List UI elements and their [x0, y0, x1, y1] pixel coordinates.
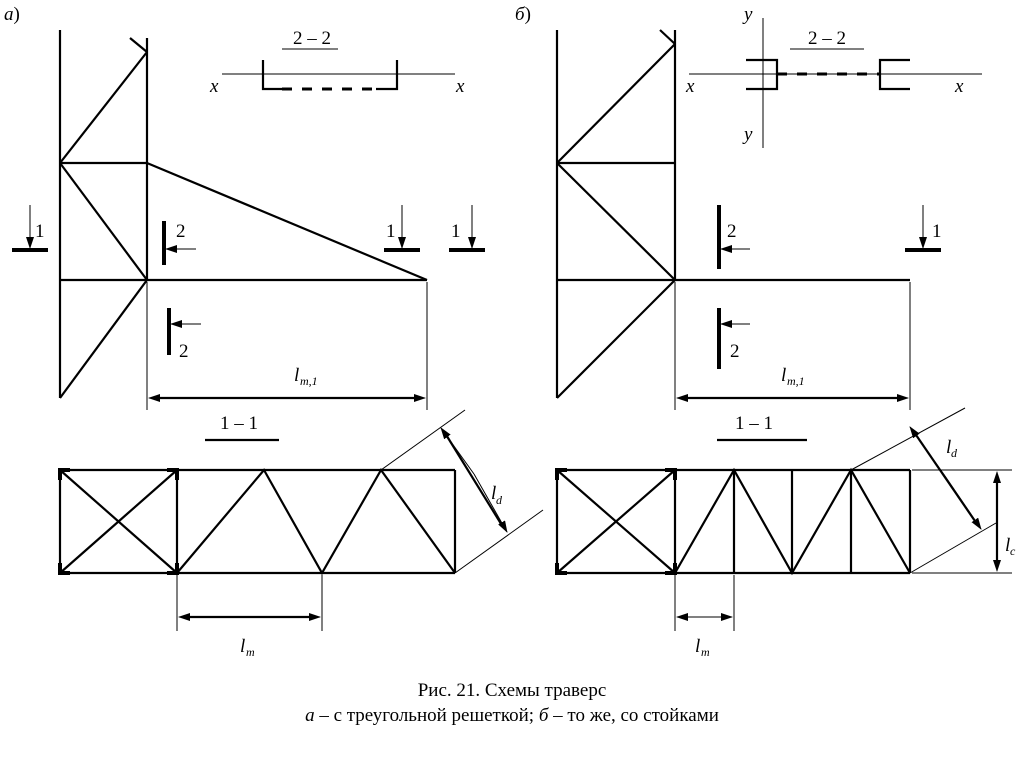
svg-text:2 – 2: 2 – 2 [293, 28, 331, 49]
svg-text:y: y [744, 124, 753, 145]
svg-text:d: d [496, 493, 502, 507]
svg-text:1: 1 [386, 221, 396, 242]
svg-text:d: d [951, 446, 957, 460]
svg-text:l: l [781, 365, 787, 386]
svg-text:2: 2 [179, 341, 189, 362]
svg-text:x: x [456, 76, 465, 97]
section-1-1-b [557, 408, 1016, 659]
section-2-2-b [685, 4, 982, 148]
caption-title: Рис. 21. Схемы траверс [417, 680, 607, 701]
section-mark-2-lower-a [169, 308, 201, 362]
svg-text:2: 2 [730, 341, 740, 362]
section-1-1-a [60, 410, 543, 659]
dimension-lm1-b [675, 282, 910, 410]
svg-text:x: x [210, 76, 219, 97]
svg-text:2: 2 [176, 221, 186, 242]
section-mark-1-mid-a [384, 205, 420, 250]
svg-text:2 – 2: 2 – 2 [808, 28, 846, 49]
column-truss-b [557, 30, 675, 398]
svg-text:1 – 1: 1 – 1 [220, 413, 258, 434]
svg-text:1: 1 [932, 221, 942, 242]
caption-description: а – с треугольной решеткой; б – то же, со стойками [305, 705, 719, 726]
svg-text:l: l [491, 483, 497, 504]
svg-text:2: 2 [727, 221, 737, 242]
svg-text:x: x [686, 76, 695, 97]
svg-text:y: y [744, 4, 753, 25]
section-2-2-a [209, 28, 465, 97]
svg-text:m: m [701, 645, 710, 659]
section-mark-2-upper-b [719, 205, 750, 269]
svg-text:l: l [946, 437, 952, 458]
section-mark-1-b [905, 205, 942, 250]
section-mark-2-lower-b [719, 308, 750, 369]
panel-a [4, 4, 543, 659]
svg-text:m,1: m,1 [300, 374, 318, 388]
section-mark-1-right-a [449, 205, 485, 250]
svg-text:l: l [695, 636, 701, 657]
section-mark-2-upper-a [164, 221, 196, 265]
dimension-lm1-a [147, 282, 427, 410]
svg-text:l: l [1005, 535, 1011, 556]
svg-text:m,1: m,1 [787, 374, 805, 388]
figure-caption [0, 678, 1024, 728]
traverse-a [147, 163, 427, 280]
svg-text:m: m [246, 645, 255, 659]
svg-text:x: x [955, 76, 964, 97]
svg-text:1: 1 [35, 221, 45, 242]
panel-b [515, 4, 1016, 659]
panel-b-label: б) [515, 4, 531, 25]
svg-text:1 – 1: 1 – 1 [735, 413, 773, 434]
svg-text:1: 1 [451, 221, 461, 242]
svg-text:l: l [240, 636, 246, 657]
column-truss-a [60, 30, 147, 398]
panel-a-label: а) [4, 4, 20, 25]
svg-text:l: l [294, 365, 300, 386]
svg-text:c: c [1010, 544, 1016, 558]
section-mark-1-left-a [12, 205, 48, 250]
